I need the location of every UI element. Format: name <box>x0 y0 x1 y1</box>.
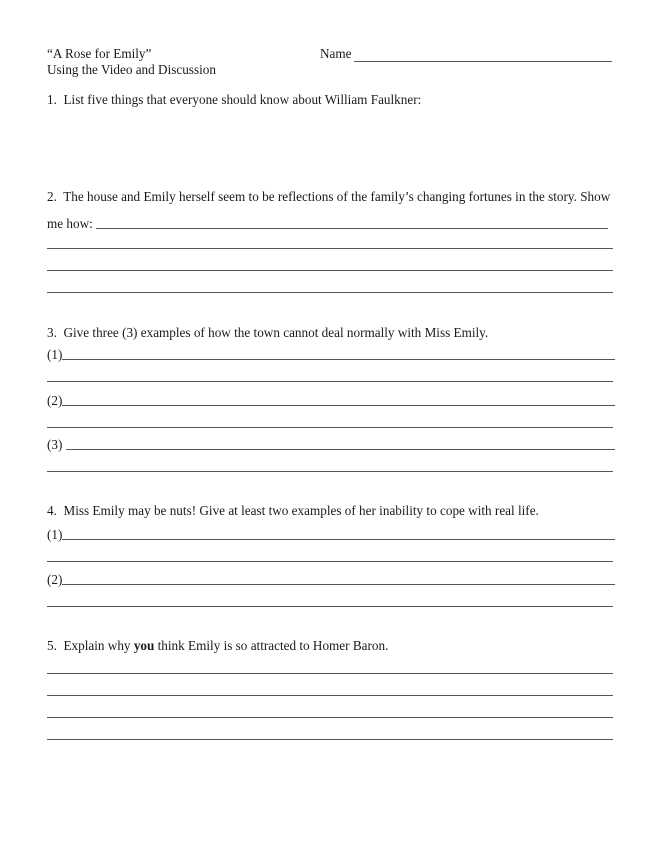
answer-line[interactable] <box>47 695 613 696</box>
question-2 <box>47 189 610 205</box>
question-4-item-2-label: (2) <box>47 572 63 587</box>
question-5 <box>47 638 388 654</box>
question-4-number: 4. <box>47 503 57 518</box>
question-4 <box>47 503 539 519</box>
question-2-continuation: me how: <box>47 216 93 231</box>
answer-line[interactable] <box>47 717 613 718</box>
question-5-number: 5. <box>47 638 57 653</box>
question-3-text: Give three (3) examples of how the town cannot deal normally with Miss Emily. <box>63 325 489 340</box>
question-2-number: 2. <box>47 189 57 204</box>
answer-line[interactable] <box>47 606 613 607</box>
name-label: Name <box>320 46 352 61</box>
worksheet-subtitle: Using the Video and Discussion <box>47 62 216 77</box>
answer-line[interactable] <box>47 381 613 382</box>
question-3-number: 3. <box>47 325 57 340</box>
question-2-text: The house and Emily herself seem to be reflections of the family’s changing fortunes in the story. Show <box>63 189 611 204</box>
worksheet-title: “A Rose for Emily” <box>47 46 152 61</box>
question-1 <box>47 92 421 108</box>
answer-line[interactable] <box>47 471 613 472</box>
answer-line[interactable] <box>47 561 613 562</box>
answer-line[interactable] <box>62 584 615 585</box>
question-5-text-after: think Emily is so attracted to Homer Baron. <box>157 638 389 653</box>
question-5-emphasis: you <box>133 638 155 653</box>
question-1-number: 1. <box>47 92 57 107</box>
question-4-text: Miss Emily may be nuts! Give at least two examples of her inability to cope with real life. <box>63 503 539 518</box>
answer-line[interactable] <box>47 248 613 249</box>
answer-line[interactable] <box>66 449 615 450</box>
answer-line[interactable] <box>47 427 613 428</box>
question-1-text: List five things that everyone should know about William Faulkner: <box>63 92 422 107</box>
answer-line[interactable] <box>96 228 608 229</box>
answer-line[interactable] <box>47 292 613 293</box>
question-4-item-1-label: (1) <box>47 527 63 542</box>
answer-line[interactable] <box>47 673 613 674</box>
answer-line[interactable] <box>62 405 615 406</box>
answer-line[interactable] <box>47 270 613 271</box>
question-3-item-3-label: (3) <box>47 437 63 452</box>
answer-line[interactable] <box>47 739 613 740</box>
answer-line[interactable] <box>62 359 615 360</box>
question-3-item-1-label: (1) <box>47 347 63 362</box>
answer-line[interactable] <box>62 539 615 540</box>
question-3-item-2-label: (2) <box>47 393 63 408</box>
question-3 <box>47 325 488 341</box>
question-5-text-before: Explain why <box>63 638 131 653</box>
name-field-line[interactable] <box>354 61 612 62</box>
